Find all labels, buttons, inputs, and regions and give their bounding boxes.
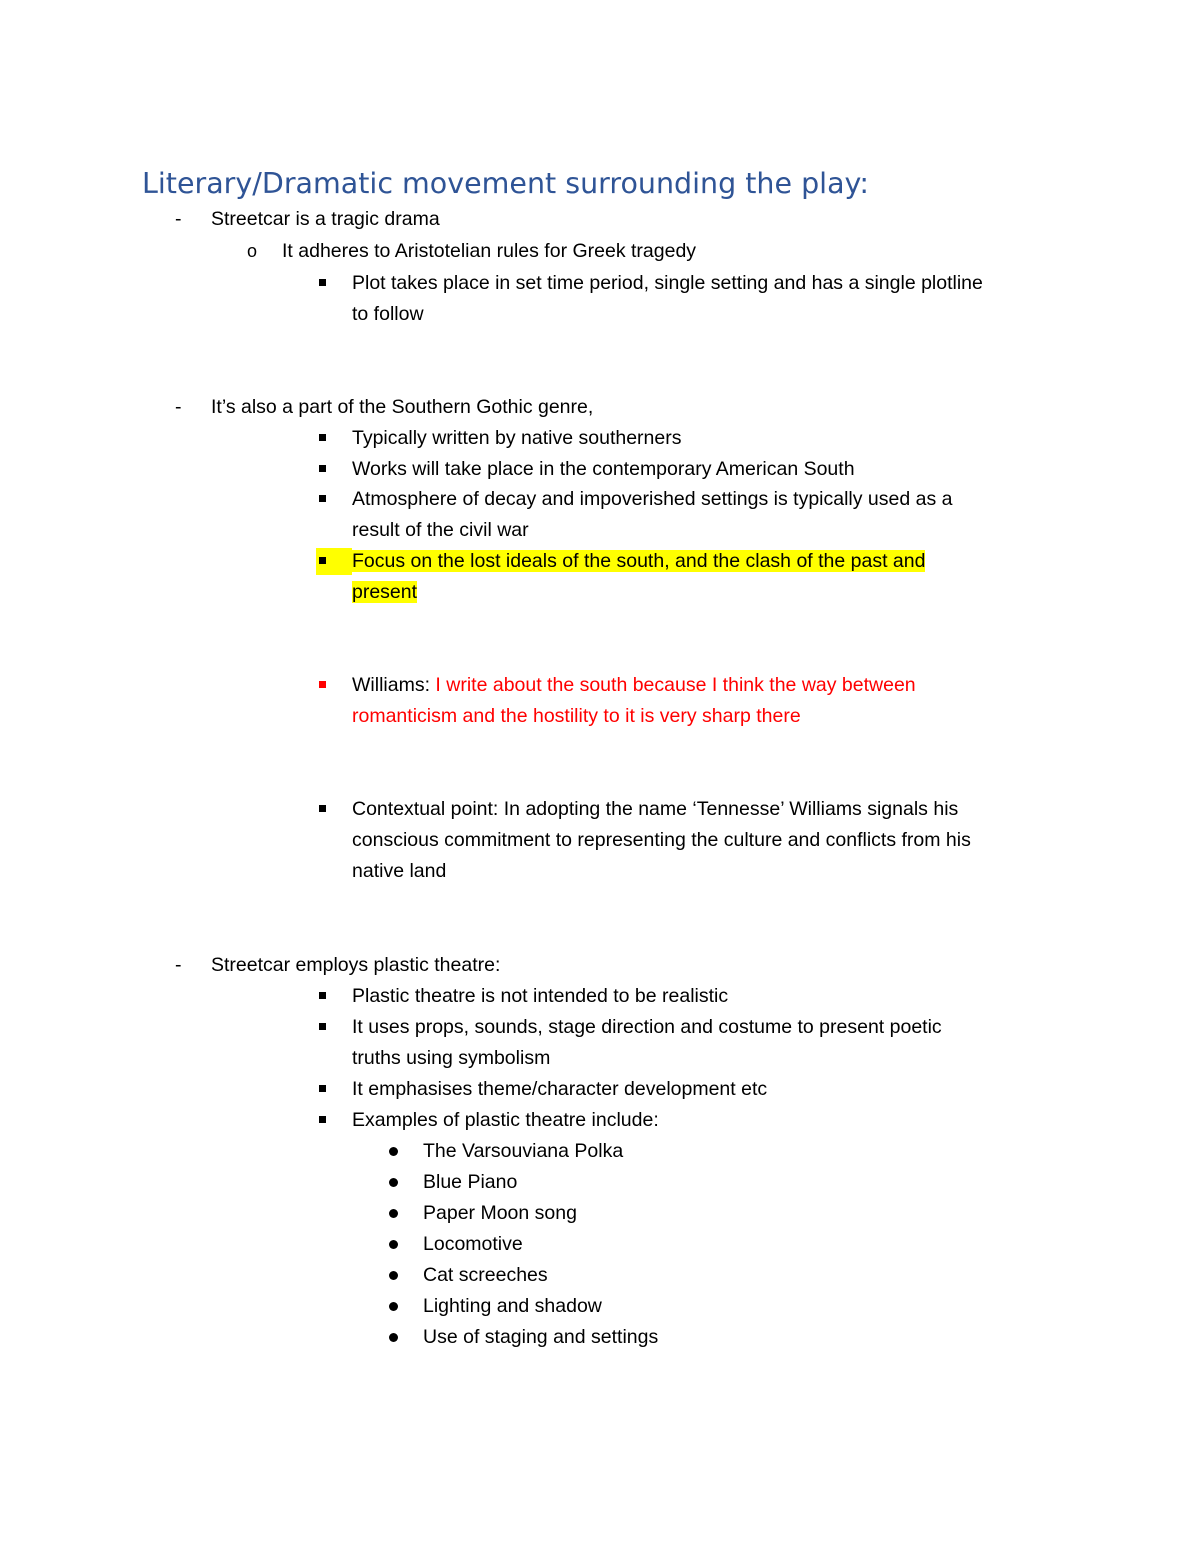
square-bullet-icon (319, 1085, 326, 1092)
list-item-example: Cat screeches (423, 1264, 548, 1286)
list-item-decay-line2: result of the civil war (352, 519, 529, 541)
list-item-tragic-drama: Streetcar is a tragic drama (211, 208, 440, 230)
list-item-decay-line1: Atmosphere of decay and impoverished settings is typically used as a (352, 488, 953, 510)
square-bullet-icon (319, 1116, 326, 1123)
list-item-example: Lighting and shadow (423, 1295, 602, 1317)
list-item-contextual-line1: Contextual point: In adopting the name ‘Tennesse’ Williams signals his (352, 798, 959, 820)
highlight-line1-wrap (352, 546, 925, 577)
square-bullet-icon (319, 1023, 326, 1030)
circle-bullet-icon: o (247, 241, 258, 261)
list-item-contextual-line2: conscious commitment to representing the culture and conflicts from his (352, 829, 971, 851)
dash-bullet-icon: - (175, 954, 182, 976)
square-bullet-icon (319, 279, 326, 286)
list-item-example: Blue Piano (423, 1171, 518, 1193)
list-item-plot-line1: Plot takes place in set time period, single setting and has a single plotline (352, 272, 983, 294)
dot-bullet-icon (389, 1178, 398, 1187)
list-item-props-line1: It uses props, sounds, stage direction and costume to present poetic (352, 1016, 942, 1038)
list-item-native-southerners: Typically written by native southerners (352, 427, 682, 449)
dot-bullet-icon (389, 1147, 398, 1156)
square-bullet-icon (319, 465, 326, 472)
list-item-plot-line2: to follow (352, 303, 424, 325)
list-item-example: Locomotive (423, 1233, 523, 1255)
list-item-southern-gothic: It’s also a part of the Southern Gothic genre, (211, 396, 594, 418)
dot-bullet-icon (389, 1271, 398, 1280)
square-bullet-icon (319, 805, 326, 812)
list-item-lost-ideals-line2: present (352, 581, 418, 603)
square-bullet-icon (319, 992, 326, 999)
list-item-contextual-line3: native land (352, 860, 447, 882)
square-bullet-icon (319, 681, 326, 688)
list-item-examples: Examples of plastic theatre include: (352, 1109, 659, 1131)
section-heading: Literary/Dramatic movement surrounding the play: (142, 167, 869, 200)
list-item-props-line2: truths using symbolism (352, 1047, 551, 1069)
dot-bullet-icon (389, 1240, 398, 1249)
list-item-american-south: Works will take place in the contemporary American South (352, 458, 855, 480)
highlight-line2-wrap (352, 577, 417, 608)
dot-bullet-icon (389, 1209, 398, 1218)
quote-label: Williams: (352, 674, 436, 696)
list-item-plastic-theatre: Streetcar employs plastic theatre: (211, 954, 501, 976)
list-item-not-realistic: Plastic theatre is not intended to be realistic (352, 985, 729, 1007)
quote-text-line1: I write about the south because I think the way between (435, 674, 916, 696)
list-item-example: The Varsouviana Polka (423, 1140, 624, 1162)
list-item-lost-ideals-line1: Focus on the lost ideals of the south, and the clash of the past and (352, 550, 926, 572)
dash-bullet-icon: - (175, 208, 182, 230)
list-item-example: Paper Moon song (423, 1202, 577, 1224)
quote-text-line2: romanticism and the hostility to it is very sharp there (352, 705, 801, 727)
square-bullet-icon (319, 495, 326, 502)
dot-bullet-icon (389, 1302, 398, 1311)
square-bullet-icon (319, 557, 326, 564)
dot-bullet-icon (389, 1333, 398, 1342)
list-item-aristotelian-rules: It adheres to Aristotelian rules for Greek tragedy (282, 240, 697, 262)
dash-bullet-icon: - (175, 396, 182, 418)
list-item-example: Use of staging and settings (423, 1326, 659, 1348)
quote-line1 (352, 670, 916, 701)
square-bullet-icon (319, 434, 326, 441)
list-item-emphasises: It emphasises theme/character development etc (352, 1078, 768, 1100)
